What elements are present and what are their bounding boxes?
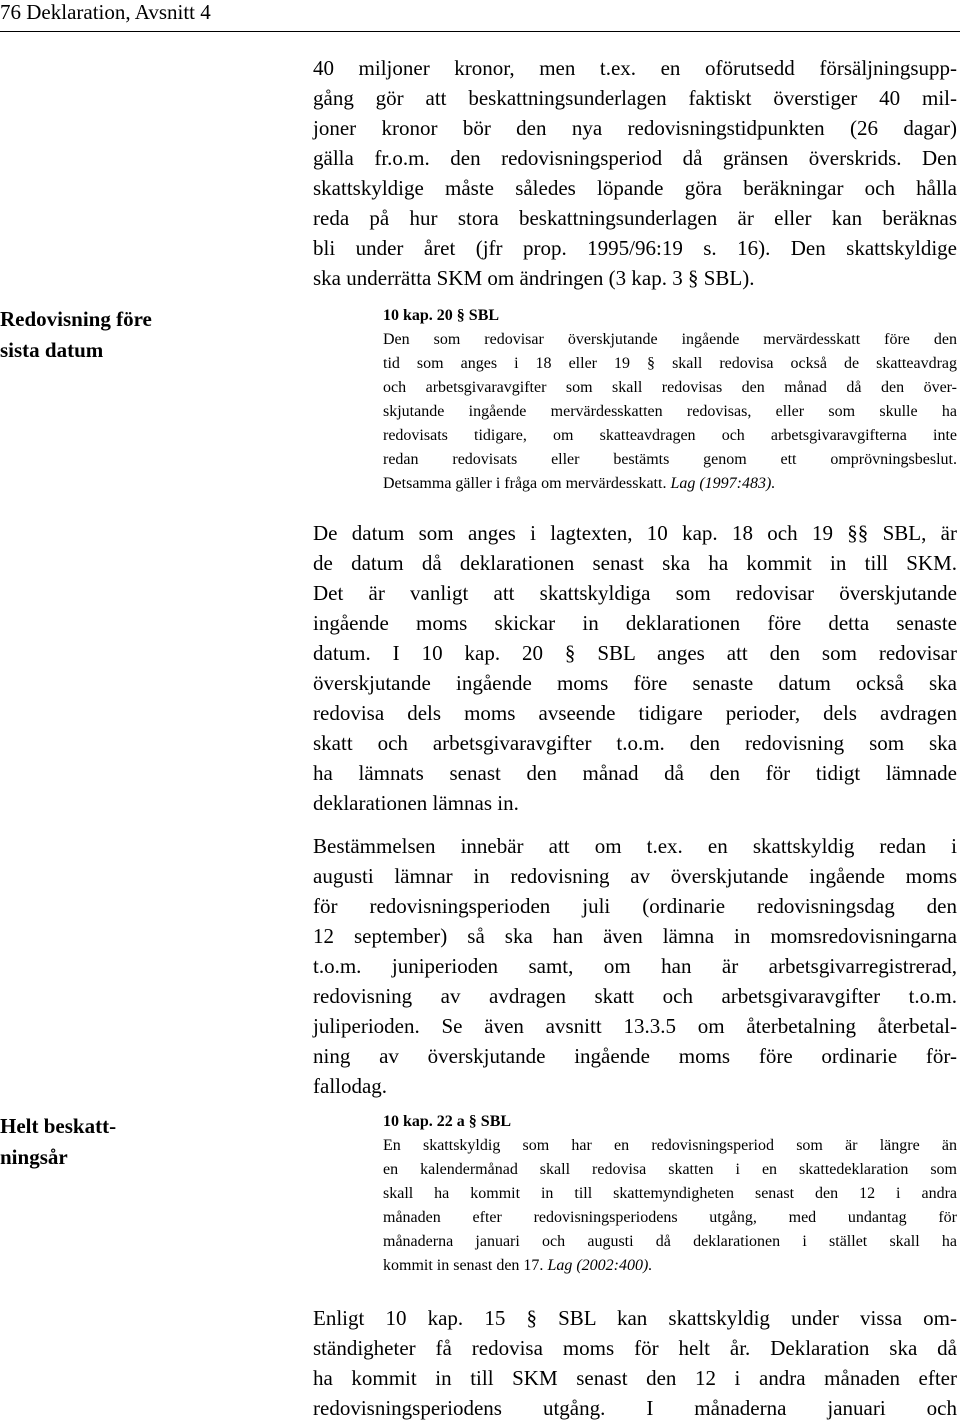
quote-line: månaden efter redovisningsperiodens utgång, med undantag för	[383, 1209, 957, 1226]
section-label: Avsnitt 4	[134, 0, 211, 24]
text-line: Det är vanligt att skattskyldiga som redovisar överskjutande	[313, 581, 957, 605]
text-line: ha kommit in till SKM senast den 12 i andra månaden efter	[313, 1366, 957, 1390]
text-line: ska underrätta SKM om ändringen (3 kap. 3 § SBL).	[313, 266, 755, 290]
text-line: ingående moms skickar in deklarationen före detta senaste	[313, 611, 957, 635]
quote-last-line	[383, 472, 957, 496]
margin-heading-line: sista datum	[0, 338, 104, 362]
text-line: ning av överskjutande ingående moms före ordinarie för-	[313, 1044, 957, 1068]
text-line: de datum då deklarationen senast ska ha kommit in till SKM.	[313, 551, 957, 575]
paragraph-3	[313, 831, 957, 1101]
text-line: för redovisningsperioden juli (ordinarie redovisningsdag den	[313, 894, 957, 918]
text-line: De datum som anges i lagtexten, 10 kap. 18 och 19 §§ SBL, är	[313, 521, 957, 545]
text-line: skattskyldige måste således löpande göra beräkningar och hålla	[313, 176, 957, 200]
margin-heading-line: Helt beskatt-	[0, 1114, 117, 1138]
quote-line: månaderna januari och augusti då deklarationen i stället skall ha	[383, 1233, 957, 1250]
text-line: redovisningsperiodens utgång. I månaderna januari och	[313, 1396, 957, 1420]
text-line: fallodag.	[313, 1074, 388, 1098]
law-citation: Lag (2002:400).	[547, 1257, 653, 1274]
text-line: t.o.m. juniperioden samt, om han är arbetsgivarregistrerad,	[313, 954, 957, 978]
quote-line: redan redovisats eller bestämts genom ett omprövningsbeslut.	[383, 451, 957, 468]
quote-line: skall ha kommit in till skattemyndigheten senast den 12 i andra	[383, 1185, 957, 1202]
text-line: datum. I 10 kap. 20 § SBL anges att den som redovisar	[313, 641, 957, 665]
text-line: 40 miljoner kronor, men t.ex. en oförutsedd försäljningsupp-	[313, 56, 957, 80]
quote-line: redovisats tidigare, om skatteavdragen och arbetsgivaravgifterna inte	[383, 427, 957, 444]
law-reference-heading: 10 kap. 22 a § SBL	[383, 1113, 512, 1130]
paragraph-4	[313, 1303, 957, 1423]
margin-heading-line: Redovisning före	[0, 307, 152, 331]
margin-heading-redovisning	[0, 304, 215, 366]
text-line: augusti lämnar in redovisning av överskjutande ingående moms	[313, 864, 957, 888]
law-citation: Lag (1997:483).	[670, 475, 776, 492]
document-title: Deklaration,	[26, 0, 131, 24]
text-line: juliperioden. Se även avsnitt 13.3.5 om återbetalning återbetal-	[313, 1014, 957, 1038]
law-quote-10kap-20	[383, 304, 957, 496]
text-line: joner kronor bör den nya redovisningstidpunkten (26 dagar)	[313, 116, 957, 140]
text-line: bli under året (jfr prop. 1995/96:19 s. 16). Den skattskyldige	[313, 236, 957, 260]
quote-line: Den som redovisar överskjutande ingående mervärdesskatt före den	[383, 331, 957, 348]
law-quote-10kap-22a	[383, 1110, 957, 1278]
text-line: ha lämnats senast den månad då den för tidigt lämnade	[313, 761, 957, 785]
page-number: 76	[0, 0, 21, 24]
margin-heading-line: ningsår	[0, 1145, 68, 1169]
quote-line: En skattskyldig som har en redovisningsperiod som är längre än	[383, 1137, 957, 1154]
text-line: redovisning av avdragen skatt och arbetsgivaravgifter t.o.m.	[313, 984, 957, 1008]
law-reference-heading: 10 kap. 20 § SBL	[383, 307, 500, 324]
text-line: Enligt 10 kap. 15 § SBL kan skattskyldig under vissa om-	[313, 1306, 957, 1330]
text-line: gång gör att beskattningsunderlagen faktiskt överstiger 40 mil-	[313, 86, 957, 110]
header-divider	[0, 31, 960, 32]
quote-line: skjutande ingående mervärdesskatten redovisas, eller som skulle ha	[383, 403, 957, 420]
text-line: reda på hur stora beskattningsunderlagen är eller kan beräknas	[313, 206, 957, 230]
text-line: ständigheter få redovisa moms för helt år. Deklaration ska då	[313, 1336, 957, 1360]
quote-line: tid som anges i 18 eller 19 § skall redovisa också de skatteavdrag	[383, 355, 957, 372]
quote-line: och arbetsgivaravgifter som skall redovisas den månad då den över-	[383, 379, 957, 396]
text-line: gälla fr.o.m. den redovisningsperiod då gränsen överskrids. Den	[313, 146, 957, 170]
quote-last-line	[383, 1254, 957, 1278]
page-header	[0, 0, 211, 24]
text-line: deklarationen lämnas in.	[313, 791, 519, 815]
text-line: redovisa dels moms avseende tidigare perioder, dels avdragen	[313, 701, 957, 725]
text-line: 12 september) så ska han även lämna in momsredovisningarna	[313, 924, 957, 948]
paragraph-1	[313, 53, 957, 293]
quote-line: en kalendermånad skall redovisa skatten i en skattedeklaration som	[383, 1161, 957, 1178]
text-line: Bestämmelsen innebär att om t.ex. en skattskyldig redan i	[313, 834, 957, 858]
text-line: överskjutande ingående moms före senaste datum också ska	[313, 671, 957, 695]
margin-heading-helt-beskattningsar	[0, 1111, 215, 1173]
text-line: skatt och arbetsgivaravgifter t.o.m. den redovisning som ska	[313, 731, 957, 755]
quote-text: Detsamma gäller i fråga om mervärdesskatt.	[383, 475, 667, 492]
quote-text: kommit in senast den 17.	[383, 1257, 544, 1274]
paragraph-2	[313, 518, 957, 818]
